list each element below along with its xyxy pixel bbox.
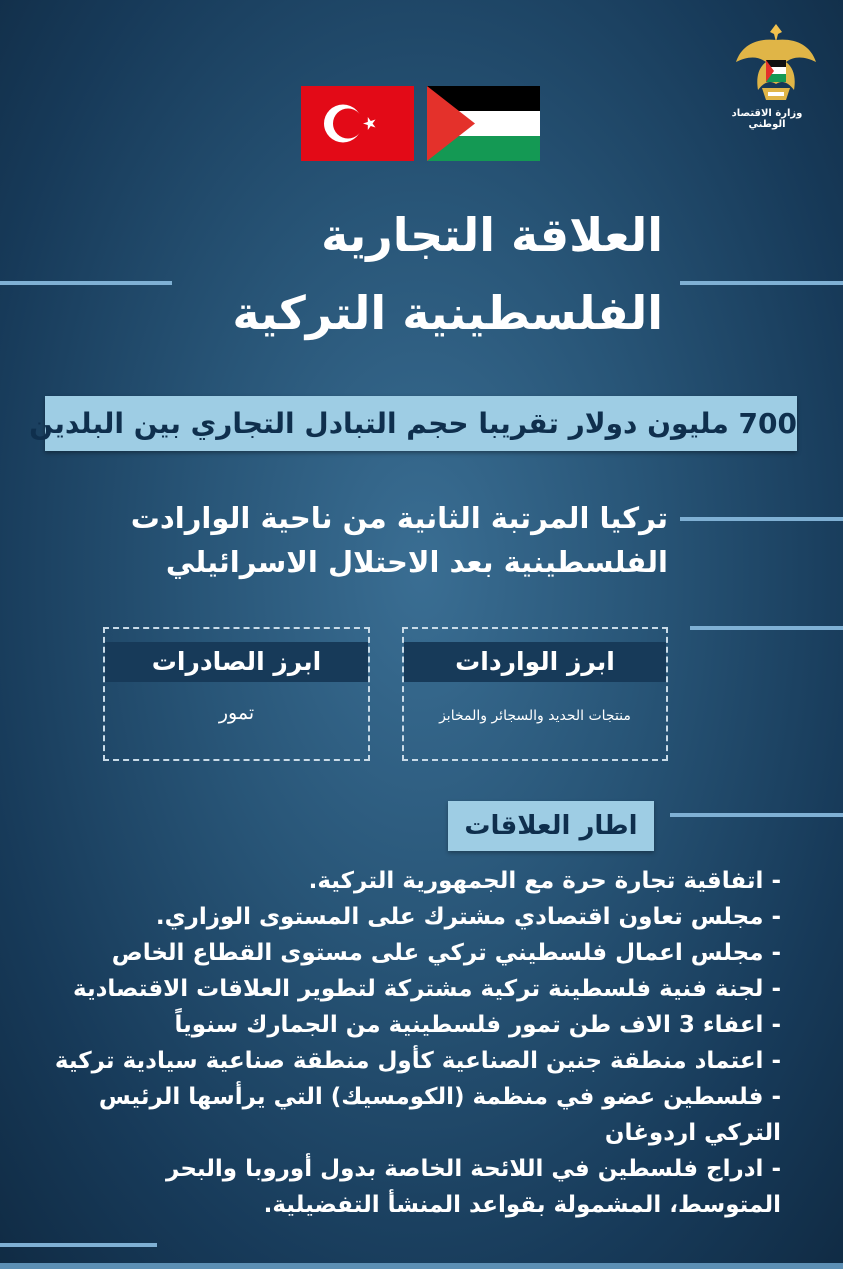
divider-line [680,281,843,285]
list-item: - ادراج فلسطين في اللائحة الخاصة بدول أوروبا والبحر المتوسط، المشمولة بقواعد المنشأ التفضيلية. [166,1156,781,1218]
eagle-emblem-icon [728,18,824,114]
list-item: - اعتماد منطقة جنين الصناعية كأول منطقة صناعية سيادية تركية [54,1048,781,1074]
framework-heading: اطار العلاقات [448,801,654,851]
divider-line [690,626,843,630]
list-item: - مجلس اعمال فلسطيني تركي على مستوى القطاع الخاص [111,940,781,966]
trade-volume-text: 700 مليون دولار تقريبا حجم التبادل التجاري بين البلدين [29,407,797,440]
list-item: - لجنة فنية فلسطينة تركية مشتركة لتطوير العلاقات الاقتصادية [73,976,781,1002]
rank-line2: الفلسطينية بعد الاحتلال الاسرائيلي [165,545,668,579]
palestine-flag [427,86,540,161]
bottom-strip [0,1263,843,1269]
turkey-flag [301,86,414,161]
divider-line [670,813,843,817]
page-title-line1: العلاقة التجارية [321,208,663,262]
list-item: - اتفاقية تجارة حرة مع الجمهورية التركية. [308,868,781,894]
list-item: - اعفاء 3 الاف طن تمور فلسطينية من الجمارك سنوياً [174,1012,781,1038]
imports-heading: ابرز الواردات [404,642,666,682]
trade-volume-banner [29,396,797,451]
exports-box [103,627,370,761]
imports-box [402,627,668,761]
imports-content: منتجات الحديد والسجائر والمخابز [439,708,631,724]
rank-line1: تركيا المرتبة الثانية من ناحية الوارادت [130,501,668,535]
divider-line [680,517,843,521]
divider-line [0,281,172,285]
divider-line [0,1243,157,1247]
list-item: - فلسطين عضو في منظمة (الكومسيك) التي يرأسها الرئيس التركي اردوغان [98,1084,781,1146]
exports-content: تمور [218,702,255,724]
page-title-line2: الفلسطينية التركية [232,286,663,340]
exports-heading: ابرز الصادرات [105,642,368,682]
framework-list [54,863,781,1223]
list-item: - مجلس تعاون اقتصادي مشترك على المستوى الوزاري. [155,904,781,930]
ministry-caption: وزارة الاقتصاد الوطني [731,108,803,130]
